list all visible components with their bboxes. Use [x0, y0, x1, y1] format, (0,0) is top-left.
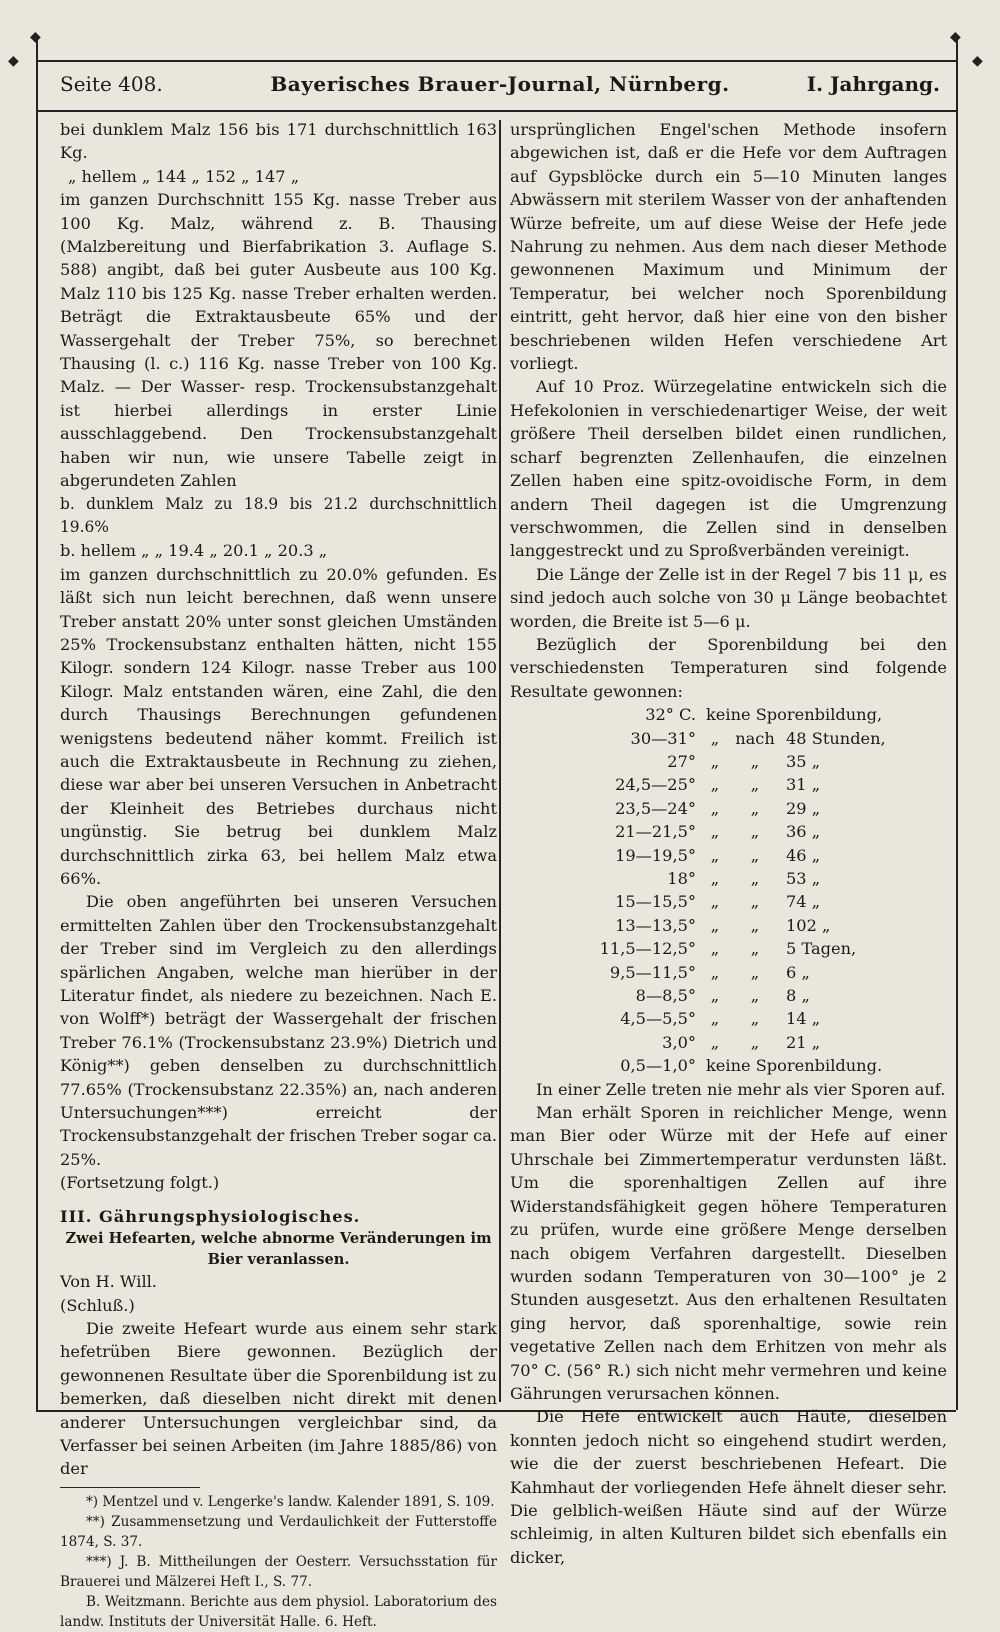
table-cell: keine Sporenbildung.: [706, 1056, 883, 1076]
table-cell: „: [710, 986, 720, 1006]
left-border: [36, 40, 38, 1410]
paragraph: Bezüglich der Sporenbildung bei den verschiedensten Temperaturen sind folgende Resultate gewonnen:: [510, 634, 947, 701]
table-cell: 53 „: [786, 869, 821, 888]
paragraph: im ganzen Durchschnitt 155 Kg. nasse Treber aus 100 Kg. Malz, während z. B. Thausing (Malzbereitung und Bierfabrikation 3. Auflage S. 588) angibt, daß bei guter Ausbeute aus 100 Kg. Malz 110 bis 125 Kg. nasse Treber erhalten werden. Beträgt die Extraktausbeute 65% und der Wassergehalt der Treber 75%, so berechnet Thausing (l. c.) 116 Kg. nasse Treber von 100 Kg. Malz. — Der Wasser- resp. Trockensubstanzgehalt ist hierbei allerdings in erster Linie ausschlaggebend. Den Trockensubstanzgehalt haben wir nun, wie unsere Tabelle zeigt in abgerundeten Zahlen: [60, 190, 497, 491]
table-cell: 46 „: [786, 845, 821, 865]
paragraph: ursprünglichen Engel'schen Methode insofern abgewichen ist, daß er die Hefe vor dem Auftragen auf Gypsblöcke durch ein 5—10 Minuten langes Abwässern mit sterilem Wasser von der anhaftenden Würze befreite, um auf diese Weise der Hefe jede Nahrung zu nehmen. Aus dem nach dieser Methode gewonnenen Maximum und Minimum der Temperatur, bei welcher noch Sporenbildung eintritt, geht hervor, daß hier eine von den bisher beschriebenen wilden Hefen verschiedene Art vorliegt.: [510, 120, 947, 374]
paragraph: In einer Zelle treten nie mehr als vier Sporen auf.: [536, 1079, 946, 1099]
table-cell: 5 Tagen,: [786, 939, 857, 959]
table-cell: 6 „: [786, 962, 810, 982]
table-cell: „: [710, 1032, 720, 1052]
table-row: [510, 914, 947, 937]
ornament-top-left-icon: ◆: [30, 29, 41, 45]
table-cell: 23,5—24°: [615, 798, 696, 818]
table-cell: 8—8,5°: [635, 986, 696, 1006]
table-row: [510, 1054, 947, 1077]
footnote: *) Mentzel und v. Lengerke's landw. Kalender 1891, S. 109.: [86, 1493, 495, 1510]
table-cell: „: [710, 962, 720, 982]
table-row: [510, 820, 947, 843]
table-cell: 11,5—12,5°: [599, 939, 696, 959]
right-border: [956, 40, 958, 1410]
footnote: B. Weitzmann. Berichte aus dem physiol. Laboratorium des landw. Instituts der Universität Halle. 6. Heft.: [60, 1593, 497, 1630]
footnote: **) Zusammensetzung und Verdaulichkeit der Futterstoffe 1874, S. 37.: [60, 1513, 497, 1550]
paragraph: Die Hefe entwickelt auch Häute, dieselben konnten jedoch nicht so eingehend studirt werden, wie die der zuerst beschriebenen Hefeart. Die Kahmhaut der vorliegenden Hefe ähnelt dieser sehr. Die gelblich-weißen Häute sind auf der Würze schleimig, in alten Kulturen bildet sich ebenfalls ein dicker,: [510, 1407, 947, 1567]
ornament-top-right-icon: ◆: [950, 29, 961, 45]
table-cell: nach: [735, 728, 775, 748]
table-cell: „: [750, 775, 760, 795]
table-cell: „: [710, 728, 720, 748]
table-cell: „: [710, 939, 720, 959]
header-rule: [36, 110, 956, 112]
table-row: [510, 703, 947, 726]
table-row: [510, 727, 947, 750]
data-line-light-dry: b. hellem „ „ 19.4 „ 20.1 „ 20.3 „: [60, 541, 328, 561]
table-row: [510, 773, 947, 796]
table-cell: „: [750, 1009, 760, 1029]
left-column: [60, 118, 497, 1630]
volume: I. Jahrgang.: [806, 72, 940, 96]
table-cell: „: [750, 798, 760, 818]
table-cell: 102 „: [786, 915, 831, 935]
table-cell: 19—19,5°: [615, 845, 696, 865]
table-cell: „: [710, 892, 720, 912]
table-row: [510, 1031, 947, 1054]
journal-title: Bayerisches Brauer-Journal, Nürnberg.: [270, 72, 730, 96]
data-line-dark: bei dunklem Malz 156 bis 171 durchschnittlich 163 Kg.: [60, 120, 497, 163]
table-cell: „: [710, 845, 720, 865]
conclusion-note: (Schluß.): [60, 1295, 135, 1315]
paragraph: im ganzen durchschnittlich zu 20.0% gefunden. Es läßt sich nun leicht berechnen, daß wenn unsere Treber anstatt 20% unter sonst gleichen Umständen 25% Trockensubstanz enthalten hätten, nicht 155 Kilogr. sondern 124 Kilogr. nasse Treber aus 100 Kilogr. Malz entstanden wären, eine Zahl, die den durch Thausings Berechnungen gefundenen wenigstens bedeutend näher kommt. Freilich ist auch die Extraktausbeute in Rechnung zu ziehen, diese war aber bei unseren Versuchen in Anbetracht der Kleinheit des Betriebes durchaus nicht ungünstig. Sie betrug bei dunklem Malz durchschnittlich zirka 63, bei hellem Malz etwa 66%.: [60, 564, 497, 888]
table-cell: „: [750, 751, 760, 771]
table-row: [510, 797, 947, 820]
table-cell: „: [750, 962, 760, 982]
footnote: ***) J. B. Mittheilungen der Oesterr. Versuchsstation für Brauerei und Mälzerei Heft I., S. 77.: [60, 1553, 497, 1590]
table-row: [510, 844, 947, 867]
table-cell: „: [750, 1032, 760, 1052]
ornament-left-icon: ◆: [8, 53, 19, 69]
table-cell: 35 „: [786, 751, 821, 771]
table-cell: „: [750, 869, 760, 888]
top-border: [36, 60, 956, 62]
table-row: [510, 867, 947, 890]
table-cell: „: [750, 986, 760, 1006]
page-header: [60, 72, 940, 102]
table-cell: 27°: [667, 751, 696, 771]
table-row: [510, 984, 947, 1007]
table-cell: 21—21,5°: [615, 822, 696, 842]
paragraph: Die Länge der Zelle ist in der Regel 7 bis 11 μ, es sind jedoch auch solche von 30 μ Länge beobachtet worden, die Breite ist 5—6 μ.: [510, 564, 947, 631]
article-title: Zwei Hefearten, welche abnorme Veränderungen im Bier veranlassen.: [65, 1230, 492, 1269]
table-cell: 31 „: [786, 775, 821, 795]
table-row: [510, 890, 947, 913]
column-divider: [499, 120, 501, 1402]
paragraph: Die oben angeführten bei unseren Versuchen ermittelten Zahlen über den Trockensubstanzgehalt der Treber sind im Vergleich zu den allerdings spärlichen Angaben, welche man hierüber in der Literatur findet, als niedere zu bezeichnen. Nach E. von Wolff*) beträgt der Wassergehalt der frischen Treber 76.1% (Trockensubstanz 23.9%) Dietrich und König**) geben denselben zu durchschnittlich 77.65% (Trockensubstanz 22.35%) an, nach anderen Untersuchungen***) erreicht der Trockensubstanzgehalt der frischen Treber sogar ca. 25%.: [60, 892, 497, 1169]
table-cell: 9,5—11,5°: [609, 962, 696, 982]
table-cell: keine Sporenbildung,: [706, 705, 883, 725]
table-cell: „: [750, 915, 760, 935]
ornament-right-icon: ◆: [972, 53, 983, 69]
table-cell: „: [750, 845, 760, 865]
table-cell: 18°: [667, 869, 696, 888]
table-cell: „: [750, 939, 760, 959]
right-column: [510, 118, 947, 1567]
data-line-light: „ hellem „ 144 „ 152 „ 147 „: [68, 166, 300, 186]
paragraph: Auf 10 Proz. Würzegelatine entwickeln sich die Hefekolonien in verschiedenartiger Weise, der weit größere Theil derselben bildet einen rundlichen, scharf begrenzten Zellenhaufen, die einzelnen Zellen haben eine spitz-ovoidische Form, in dem andern Theil dagegen ist die Umgrenzung verschwommen, die Zellen sind in denselben langgestreckt und zu Sproßverbänden vereinigt.: [510, 377, 947, 561]
table-cell: 74 „: [786, 892, 821, 912]
paragraph: Die zweite Hefeart wurde aus einem sehr stark hefetrüben Biere gewonnen. Bezüglich der gewonnenen Resultate über die Sporenbildung ist zu bemerken, daß dieselben nicht direkt mit denen anderer Untersuchungen vergleichbar sind, da Verfasser bei seinen Arbeiten (im Jahre 1885/86) von der: [60, 1318, 497, 1479]
page-number: Seite 408.: [60, 72, 163, 96]
continuation-note: (Fortsetzung folgt.): [60, 1173, 220, 1193]
table-cell: 8 „: [786, 986, 810, 1006]
section-heading: III. Gährungsphysiologisches.: [60, 1206, 361, 1226]
sporulation-table: [510, 703, 947, 1078]
table-cell: 4,5—5,5°: [620, 1009, 696, 1029]
table-cell: 13—13,5°: [615, 915, 696, 935]
table-cell: 36 „: [786, 822, 821, 842]
table-cell: 24,5—25°: [615, 775, 696, 795]
table-cell: 48 Stunden,: [786, 728, 886, 748]
table-row: [510, 937, 947, 960]
table-row: [510, 961, 947, 984]
table-cell: „: [710, 798, 720, 818]
table-cell: 30—31°: [630, 728, 696, 748]
table-cell: „: [710, 1009, 720, 1029]
table-cell: „: [710, 751, 720, 771]
table-row: [510, 750, 947, 773]
table-cell: 0,5—1,0°: [620, 1056, 696, 1076]
table-cell: 3,0°: [662, 1032, 696, 1052]
table-cell: 32° C.: [645, 705, 696, 725]
table-cell: „: [750, 892, 760, 912]
table-row: [510, 1007, 947, 1030]
table-cell: „: [710, 822, 720, 842]
data-line-dark-dry: b. dunklem Malz zu 18.9 bis 21.2 durchschnittlich 19.6%: [60, 494, 497, 536]
table-cell: 15—15,5°: [615, 892, 696, 912]
table-cell: 29 „: [786, 798, 821, 818]
table-cell: 14 „: [786, 1009, 821, 1029]
paragraph: Man erhält Sporen in reichlicher Menge, wenn man Bier oder Würze mit der Hefe auf einer Uhrschale bei Zimmertemperatur verdunsten läßt. Um die sporenhaltigen Zellen auf ihre Widerstandsfähigkeit gegen höhere Temperaturen zu prüfen, wurde eine größere Menge derselben nach obigem Verfahren dargestellt. Dieselben wurden sodann Temperaturen von 30—100° je 2 Stunden ausgesetzt. Aus den erhaltenen Resultaten ging hervor, daß sporenhaltige, sowie rein vegetative Zellen nach dem Erhitzen von mehr als 70° C. (56° R.) sich nicht mehr vermehren und keine Gährungen verursachen können.: [510, 1103, 947, 1403]
table-cell: „: [750, 822, 760, 842]
table-cell: „: [710, 775, 720, 795]
author: Von H. Will.: [60, 1272, 157, 1292]
table-cell: „: [710, 869, 720, 888]
table-cell: „: [710, 915, 720, 935]
footnote-rule: [60, 1487, 200, 1488]
table-cell: 21 „: [786, 1032, 821, 1052]
